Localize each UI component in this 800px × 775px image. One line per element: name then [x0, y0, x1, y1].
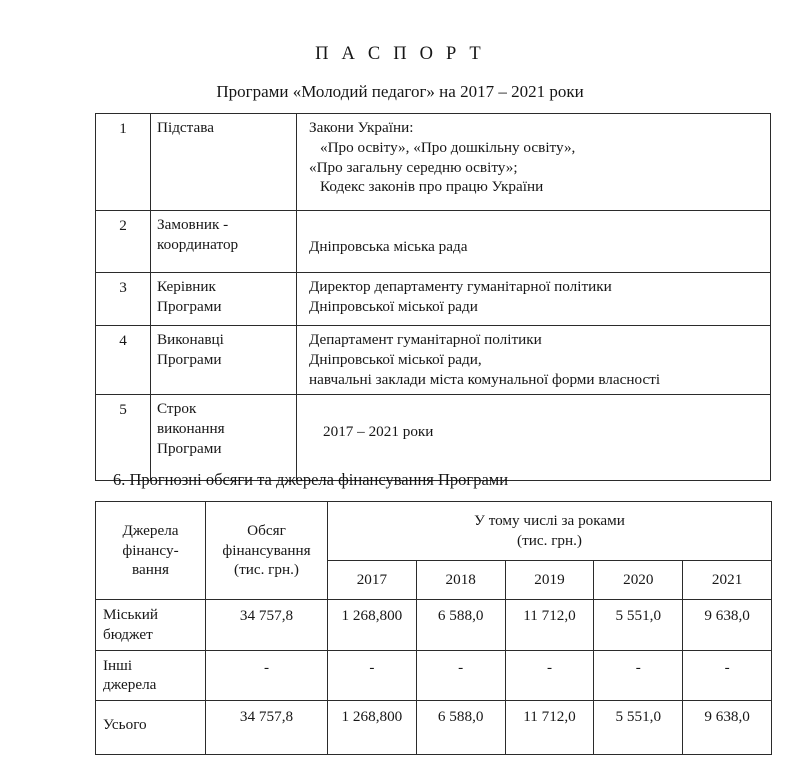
table-row-total: [96, 701, 772, 755]
row-source-label: [96, 600, 206, 651]
source-line: Міський: [103, 606, 159, 623]
label-line: Підстава: [157, 119, 214, 136]
value-line: Дніпровська міська рада: [309, 238, 468, 255]
value-line: «Про освіту», «Про дошкільну освіту»,: [320, 138, 576, 156]
label-line: Програми: [157, 297, 222, 315]
table-row: [96, 114, 771, 211]
value-line: навчальні заклади міста комунальної форми власності: [309, 370, 661, 388]
row-value: [297, 395, 771, 481]
cell-2019: 11 712,0: [505, 600, 594, 651]
row-label: [151, 211, 297, 273]
table-row: [96, 650, 772, 701]
label-line: Програми: [157, 439, 222, 457]
column-header-year-2019: 2019: [505, 561, 594, 600]
cell-2018: 6 588,0: [416, 600, 505, 651]
row-label: [151, 273, 297, 326]
row-label: [151, 395, 297, 481]
row-source-label: [96, 701, 206, 755]
value-line: «Про загальну середню освіту»;: [309, 158, 518, 176]
column-header-years-group: [328, 502, 772, 561]
value-line: Директор департаменту гуманітарної політики: [309, 278, 612, 295]
section-heading: 6. Прогнозні обсяги та джерела фінансування Програми: [113, 470, 509, 489]
table-row: [96, 211, 771, 273]
header-line: Обсяг: [247, 521, 286, 539]
source-line: Усього: [103, 716, 147, 734]
label-line: Програми: [157, 350, 222, 368]
column-header-year-2018: 2018: [416, 561, 505, 600]
header-line: вання: [132, 561, 169, 579]
table-row: [96, 600, 772, 651]
table-row: [96, 326, 771, 395]
row-number: 3: [96, 273, 151, 326]
row-value: [297, 273, 771, 326]
table-row: [96, 395, 771, 481]
cell-total: 34 757,8: [206, 600, 328, 651]
cell-2019: 11 712,0: [505, 701, 594, 755]
value-line: Департамент гуманітарної політики: [309, 331, 542, 348]
row-number: 4: [96, 326, 151, 395]
document-subtitle: Програми «Молодий педагог» на 2017 – 2021 роки: [216, 82, 584, 101]
passport-table: [95, 113, 771, 481]
cell-2017: 1 268,800: [328, 701, 417, 755]
label-line: Керівник: [157, 278, 216, 295]
cell-2019: -: [505, 650, 594, 701]
cell-2018: 6 588,0: [416, 701, 505, 755]
column-header-volume: [206, 502, 328, 600]
label-line: Виконавці: [157, 331, 224, 348]
cell-2020: -: [594, 650, 683, 701]
source-line: джерела: [103, 676, 157, 694]
header-line: (тис. грн.): [517, 532, 582, 549]
column-header-year-2021: 2021: [683, 561, 772, 600]
column-header-year-2020: 2020: [594, 561, 683, 600]
cell-total: -: [206, 650, 328, 701]
header-line: фінансу-: [122, 541, 179, 559]
row-number: 5: [96, 395, 151, 481]
label-line: Строк: [157, 400, 197, 418]
header-line: (тис. грн.): [234, 561, 299, 579]
cell-2017: -: [328, 650, 417, 701]
cell-2020: 5 551,0: [594, 701, 683, 755]
row-label: [151, 326, 297, 395]
row-label: [151, 114, 297, 211]
cell-2017: 1 268,800: [328, 600, 417, 651]
table-row: [96, 273, 771, 326]
value-line: Кодекс законів про працю України: [320, 178, 544, 196]
cell-2021: 9 638,0: [683, 600, 772, 651]
cell-2020: 5 551,0: [594, 600, 683, 651]
row-value: [297, 211, 771, 273]
cell-2021: 9 638,0: [683, 701, 772, 755]
column-header-source: [96, 502, 206, 600]
header-line: У тому числі за роками: [474, 512, 625, 530]
source-line: бюджет: [103, 625, 153, 643]
financing-table: [95, 501, 772, 755]
value-line: 2017 – 2021 роки: [323, 423, 434, 441]
cell-total: 34 757,8: [206, 701, 328, 755]
table-header-row: [96, 502, 772, 561]
value-line: Закони України:: [309, 119, 414, 136]
cell-2018: -: [416, 650, 505, 701]
row-number: 2: [96, 211, 151, 273]
row-value: [297, 326, 771, 395]
label-line: виконання: [157, 420, 225, 437]
header-line: Джерела: [122, 521, 179, 539]
source-line: Інші: [103, 656, 133, 674]
row-source-label: [96, 650, 206, 701]
document-title: П А С П О Р Т: [315, 44, 485, 64]
header-line: фінансування: [222, 541, 311, 559]
label-line: координатор: [157, 235, 239, 253]
column-header-year-2017: 2017: [328, 561, 417, 600]
value-line: Дніпровської міської ради,: [309, 350, 482, 368]
cell-2021: -: [683, 650, 772, 701]
row-number: 1: [96, 114, 151, 211]
label-line: Замовник -: [157, 216, 229, 233]
value-line: Дніпровської міської ради: [309, 297, 478, 315]
row-value: [297, 114, 771, 211]
